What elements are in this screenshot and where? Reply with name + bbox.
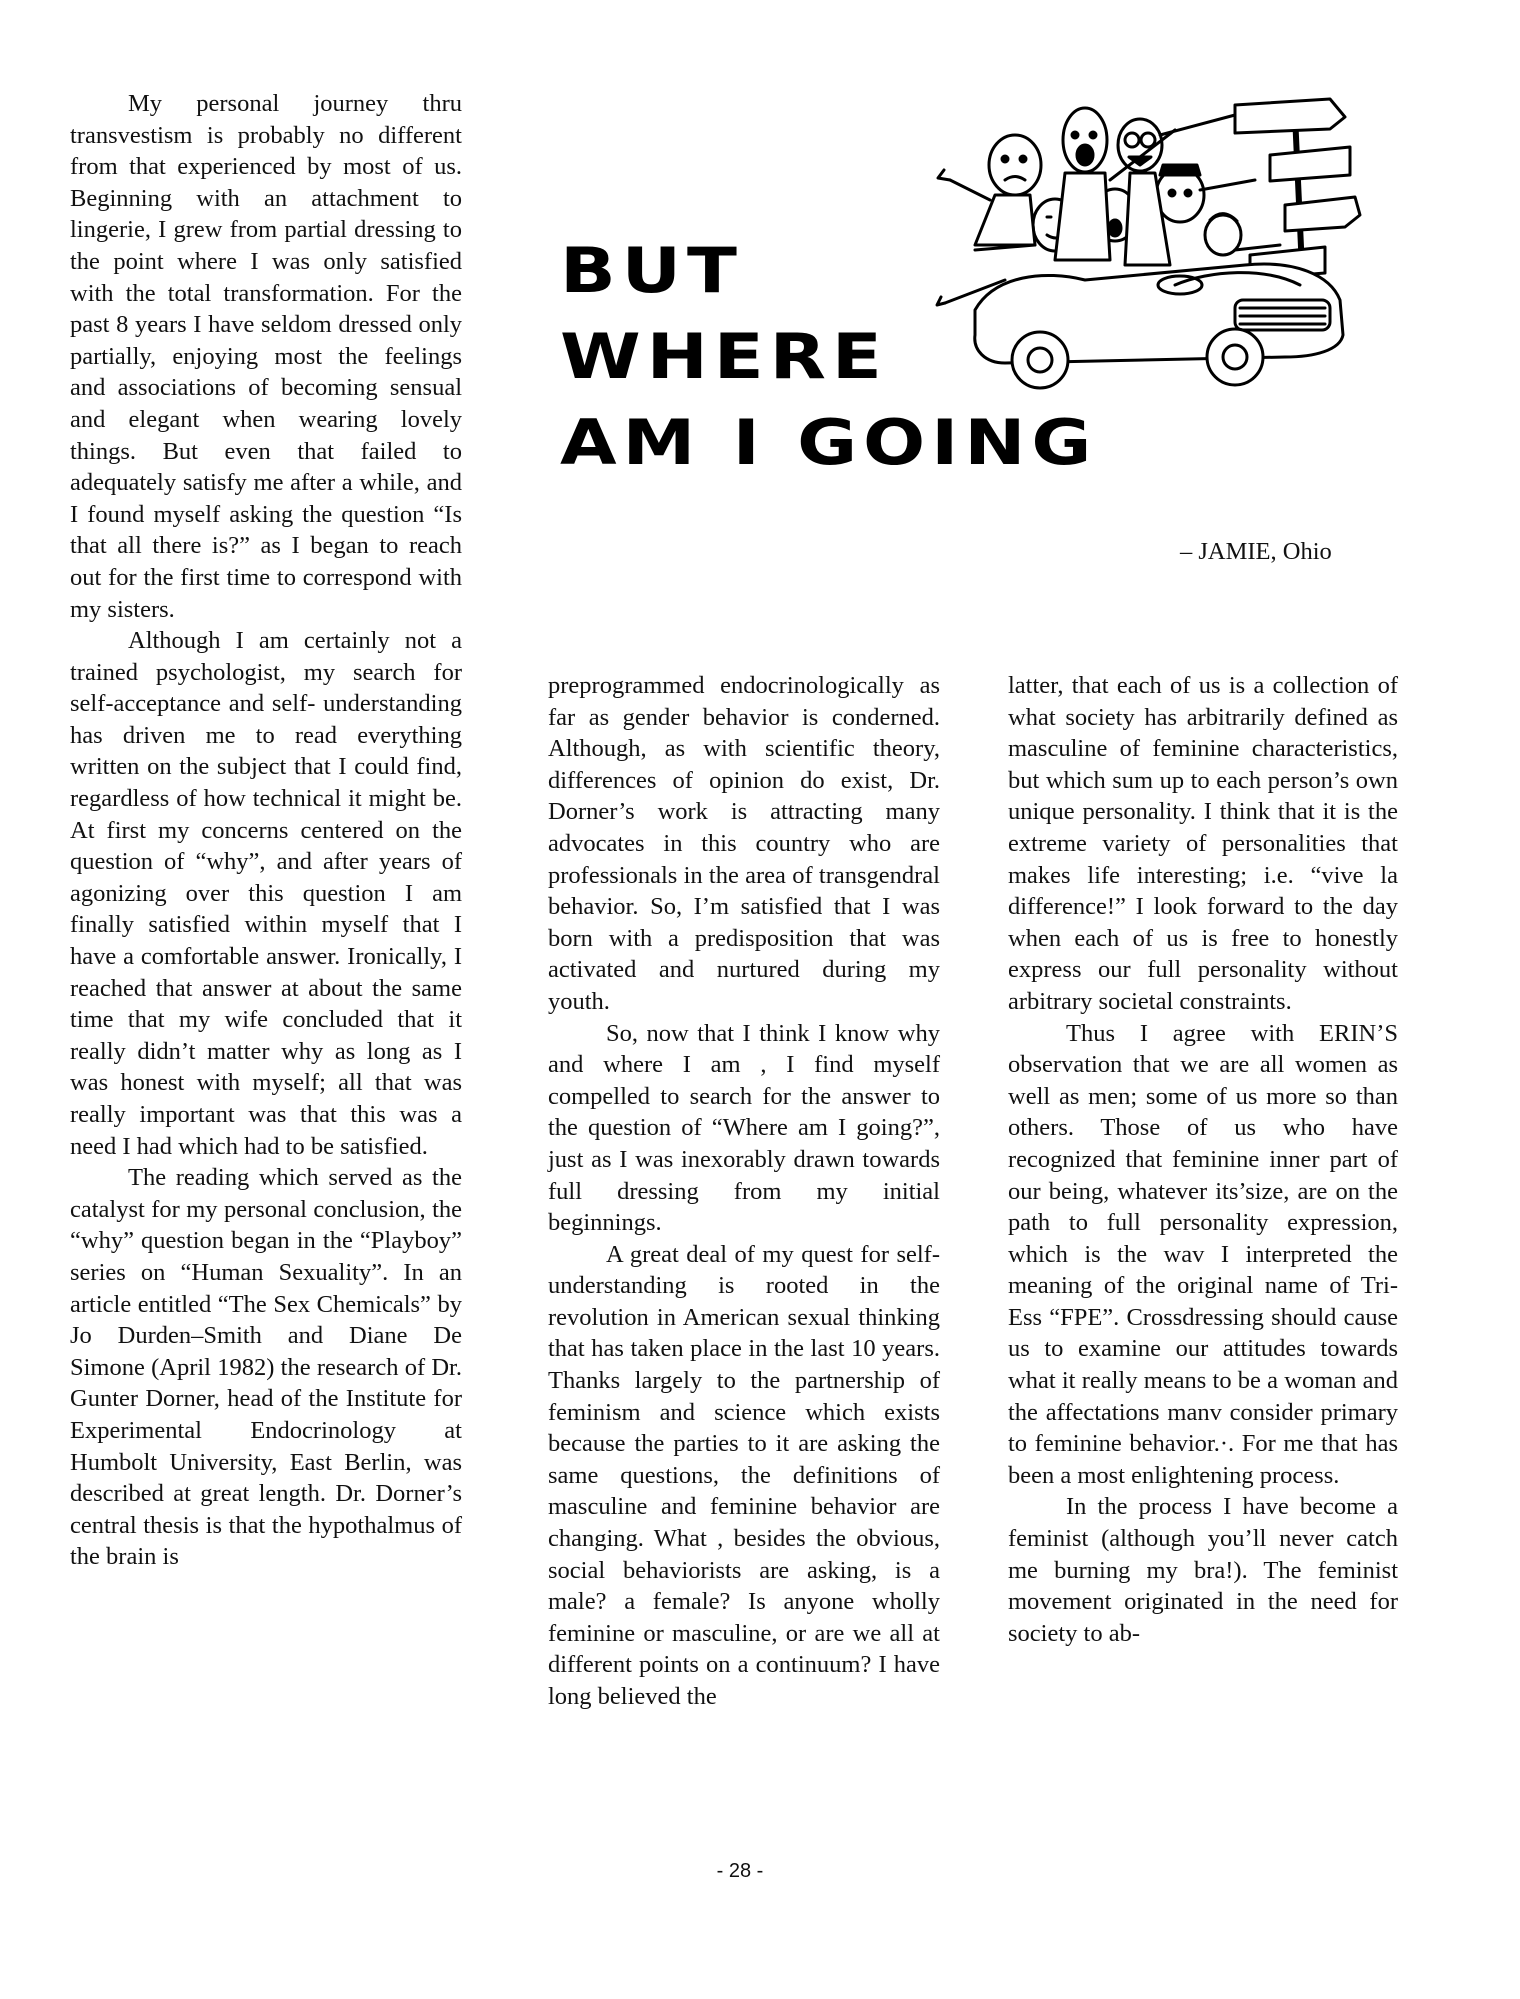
paragraph: Although I am certainly not a trained psychologist, my search for self-acceptance and self- understanding has driven me to read everything written on the subject that I could find, regardless of how technical it might be. At first my concerns centered on the question of “why”, and after years of agonizing over this question I am finally satisfied within myself that I have a comfortable answer. Ironically, I reached that answer at about the same time that my wife concluded that it really didn’t matter why as long as I was honest with myself; all that was really important was that this was a need I had which had to be satisfied. [70, 627, 462, 1160]
paragraph: Thus I agree with ERIN’S observation that we are all women as well as men; some of us more so than others. Those of us who have recognized that feminine inner part of our being, whatever its’size, are on the path to full personality expression, which is the wav I interpreted the meaning of the original name of Tri-Ess “FPE”. Crossdressing should cause us to examine our attitudes towards what it really means to be a woman and the affectations manv consider primary to feminine behavior.·. For me that has been a most enlightening process. [1008, 1019, 1398, 1489]
text-column-2 [548, 670, 940, 1713]
paragraph: My personal journey thru transvestism is probably no different from that experienced by most of us. Beginning with an attachment to lingerie, I grew from partial dressing to the point where I was only satisfied with the total transformation. For the past 8 years I have seldom dressed only partially, enjoying most the feelings and associations of becoming sensual and elegant when wearing lovely things. But even that failed to adequately satisfy me after a while, and I found myself asking the question “Is that all there is?” as I began to reach out for the first time to correspond with my sisters. [70, 90, 462, 623]
paragraph: In the process I have become a feminist (although you’ll never catch me burning my bra!). The feminist movement originated in the need for society to ab- [1008, 1493, 1398, 1647]
paragraph: latter, that each of us is a collection of what society has arbitrarily defined as masculine of feminine characteristics, but which sum up to each person’s own unique personality. I think that it is the extreme variety of personalities that makes life interesting; i.e. “vive la difference!” I look forward to the day when each of us is free to honestly express our full personality without arbitrary societal constraints. [1008, 672, 1398, 1015]
article-byline: – JAMIE, Ohio [1180, 538, 1332, 565]
text-column-3 [1008, 670, 1398, 1649]
paragraph: So, now that I think I know why and where I am , I find myself compelled to search for the answer to the question of “Where am I going?”, just as I was inexorably drawn towards full dressing from my initial beginnings. [548, 1019, 940, 1237]
text-column-1 [70, 88, 462, 1573]
title-line-3: AM I GOING [560, 406, 1098, 479]
paragraph: preprogrammed endocrinologically as far as gender behavior is conderned. Although, as with scientific theory, differences of opinion do exist, Dr. Dorner’s work is attracting many advocates in this country who are professionals in the area of transgendral behavior. So, I’m satisfied that I was born with a predisposition that was activated and nurtured during my youth. [548, 672, 940, 1015]
article-title [560, 228, 1097, 486]
paragraph: A great deal of my quest for self-understanding is rooted in the revolution in American sexual thinking that has taken place in the last 10 years. Thanks largely to the partnership of feminism and science which exists because the parties to it are asking the same questions, the definitions of masculine and feminine behavior are changing. What , besides the obvious, social behaviorists are asking, is a male? a female? Is anyone wholly feminine or masculine, or are we all at different points on a continuum? I have long believed the [548, 1240, 940, 1710]
title-line-2: WHERE [560, 320, 888, 393]
paragraph: The reading which served as the catalyst for my personal conclusion, the “why” question began in the “Playboy” series on “Human Sexuality”. In an article entitled “The Sex Chemicals” by Jo Durden–Smith and Diane De Simone (April 1982) the research of Dr. Gunter Dorner, head of the Institute for Experimental Endocrinology at Humbolt University, East Berlin, was described at great length. Dr. Dorner’s central thesis is that the hypothalmus of the brain is [70, 1164, 462, 1571]
title-line-1: BUT [560, 234, 743, 307]
page-number: - 28 - [716, 1860, 764, 1882]
